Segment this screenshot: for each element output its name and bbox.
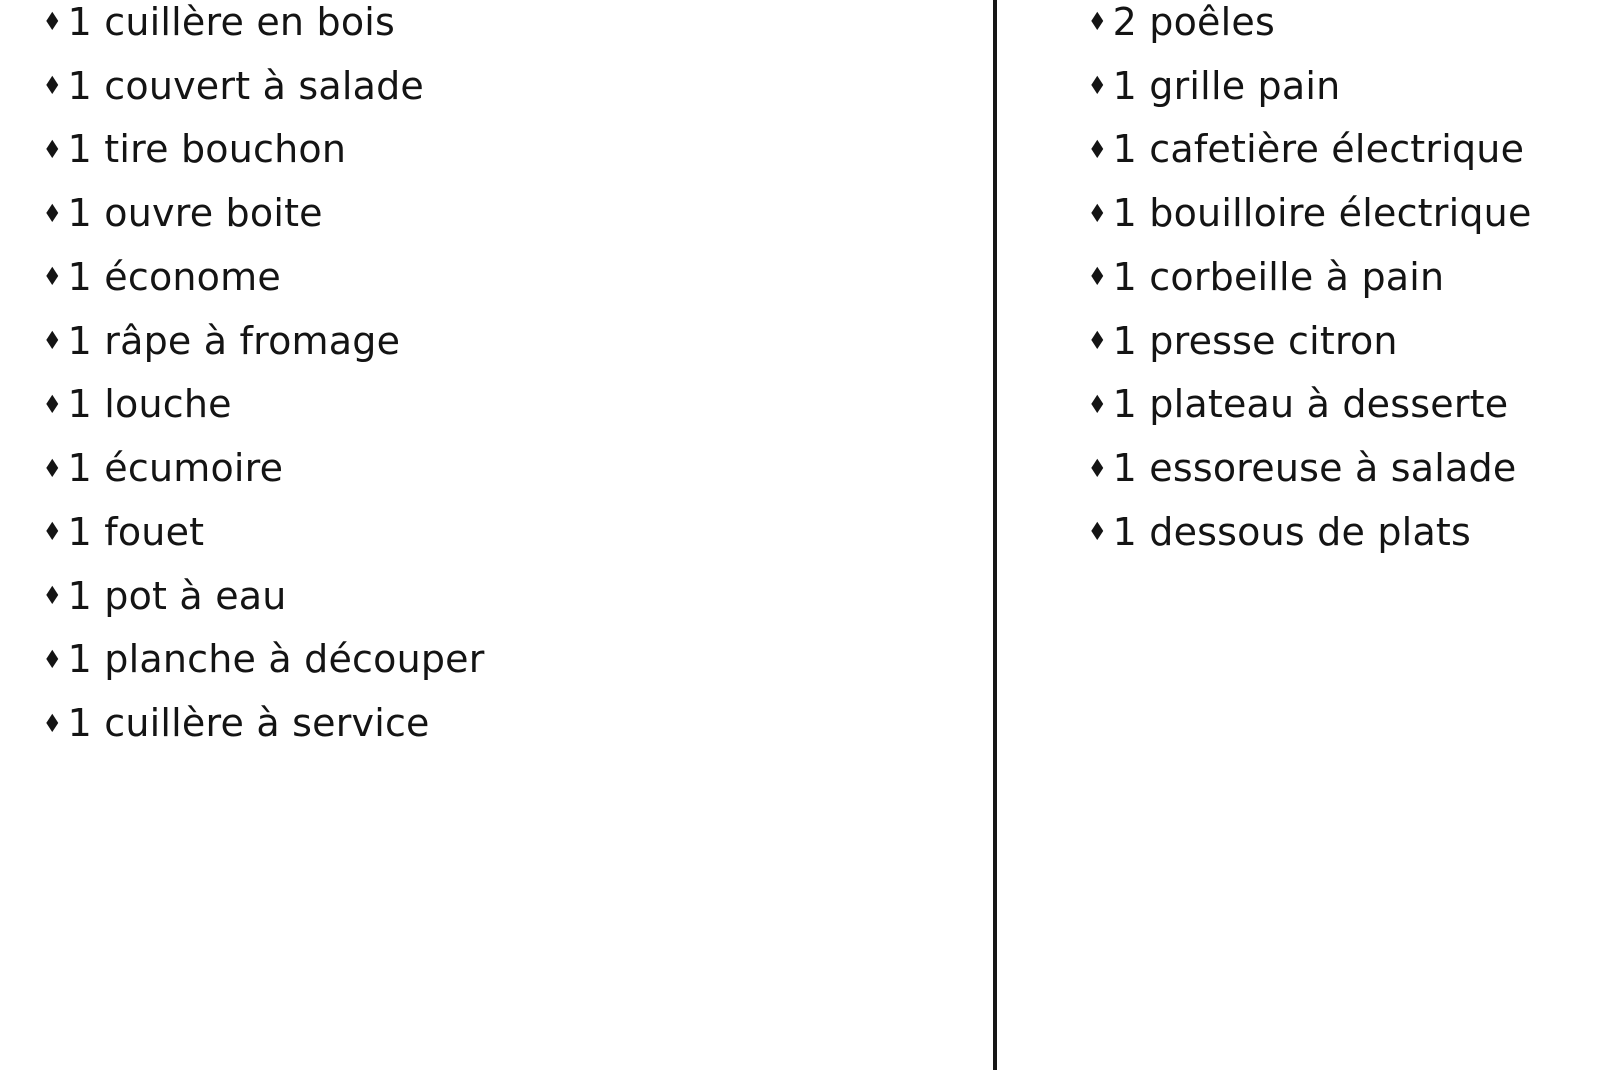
list-item-label: 1 essoreuse à salade: [1112, 446, 1517, 491]
diamond-bullet-icon: ♦: [42, 7, 62, 37]
diamond-bullet-icon: ♦: [1087, 262, 1107, 292]
diamond-bullet-icon: ♦: [1087, 326, 1107, 356]
list-item: [41, 181, 485, 245]
list-item: [41, 373, 485, 437]
diamond-bullet-icon: ♦: [42, 389, 62, 419]
list-item-label: 1 presse citron: [1112, 318, 1398, 363]
diamond-bullet-icon: ♦: [42, 262, 62, 292]
list-item: [1086, 0, 1532, 54]
list-item-label: 1 cuillère à service: [67, 701, 430, 746]
list-item-label: 1 pot à eau: [67, 573, 287, 618]
diamond-bullet-icon: ♦: [1087, 134, 1107, 164]
diamond-bullet-icon: ♦: [1087, 71, 1107, 101]
list-item-label: 1 bouilloire électrique: [1112, 191, 1532, 236]
list-item: [41, 691, 485, 755]
list-item: [41, 118, 485, 182]
list-item-label: 1 fouet: [67, 509, 205, 554]
list-item-label: 1 tire bouchon: [67, 127, 347, 172]
diamond-bullet-icon: ♦: [1087, 7, 1107, 37]
diamond-bullet-icon: ♦: [1087, 389, 1107, 419]
diamond-bullet-icon: ♦: [1087, 453, 1107, 483]
list-item-label: 1 cafetière électrique: [1112, 127, 1525, 172]
list-item: [41, 436, 485, 500]
list-item-label: 1 corbeille à pain: [1112, 254, 1445, 299]
diamond-bullet-icon: ♦: [42, 453, 62, 483]
diamond-bullet-icon: ♦: [42, 198, 62, 228]
diamond-bullet-icon: ♦: [42, 581, 62, 611]
list-item: [41, 564, 485, 628]
list-item-label: 1 écumoire: [67, 446, 284, 491]
list-item-label: 1 cuillère en bois: [67, 0, 396, 44]
list-item: [1086, 118, 1532, 182]
list-item-label: 1 râpe à fromage: [67, 318, 401, 363]
column-divider-line: [993, 0, 997, 1070]
list-item-label: 1 planche à découper: [67, 637, 485, 682]
list-item-label: 1 économe: [67, 254, 281, 299]
diamond-bullet-icon: ♦: [42, 71, 62, 101]
diamond-bullet-icon: ♦: [1087, 198, 1107, 228]
list-item: [1086, 309, 1532, 373]
list-item-label: 1 ouvre boite: [67, 191, 323, 236]
list-item: [41, 628, 485, 692]
list-item: [41, 245, 485, 309]
list-item-label: 1 louche: [67, 382, 232, 427]
list-item: [41, 500, 485, 564]
list-item-label: 1 plateau à desserte: [1112, 382, 1509, 427]
kitchen-items-list-right: [1086, 0, 1532, 564]
list-item: [1086, 245, 1532, 309]
list-item-label: 1 grille pain: [1112, 63, 1341, 108]
diamond-bullet-icon: ♦: [42, 326, 62, 356]
list-item-label: 1 dessous de plats: [1112, 509, 1472, 554]
kitchen-items-list-left: [41, 0, 485, 755]
list-item: [1086, 373, 1532, 437]
diamond-bullet-icon: ♦: [42, 517, 62, 547]
diamond-bullet-icon: ♦: [1087, 517, 1107, 547]
list-item: [1086, 54, 1532, 118]
diamond-bullet-icon: ♦: [42, 134, 62, 164]
diamond-bullet-icon: ♦: [42, 644, 62, 674]
list-item: [1086, 181, 1532, 245]
diamond-bullet-icon: ♦: [42, 708, 62, 738]
list-item: [41, 54, 485, 118]
list-item: [1086, 436, 1532, 500]
list-item-label: 1 couvert à salade: [67, 63, 424, 108]
list-item-label: 2 poêles: [1112, 0, 1275, 44]
list-item: [41, 309, 485, 373]
list-item: [1086, 500, 1532, 564]
list-item: [41, 0, 485, 54]
